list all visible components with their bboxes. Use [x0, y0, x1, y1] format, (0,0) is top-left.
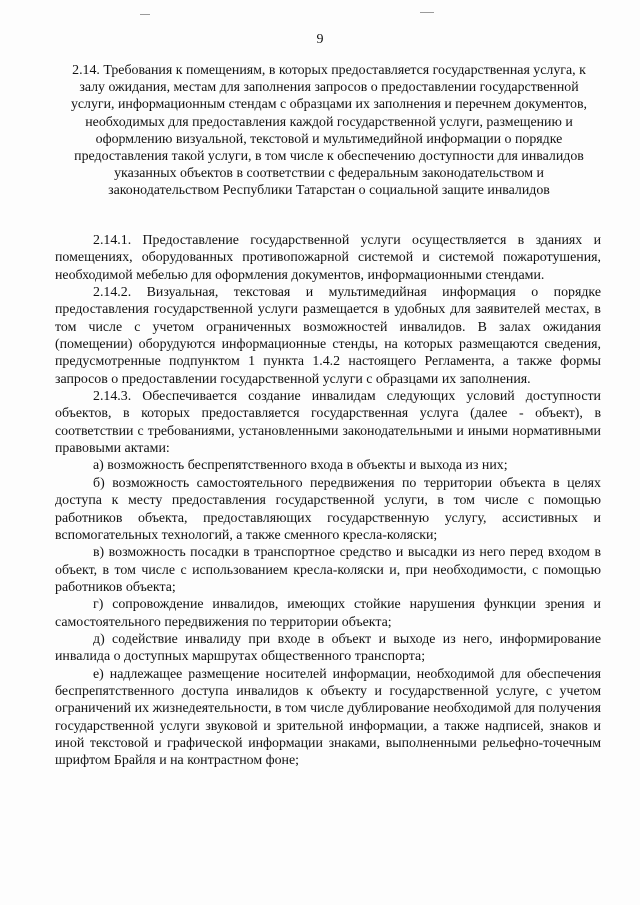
paragraph-2-14-2: 2.14.2. Визуальная, текстовая и мультимедийная информация о порядке предоставления государственной услуги размещается в удобных для заявителей местах, в том числе с учетом ограниченных возможностей инвалидов. В залах ожидания (помещении) оборудуются информационные стенды, на которых размещаются сведения, предусмотренные подпунктом 1 пункта 1.4.2 настоящего Регламента, а также формы запросов о предоставлении государственной услуги с образцами их заполнения.	[55, 285, 601, 387]
body-text	[55, 232, 601, 770]
list-item-d: д) содействие инвалиду при входе в объект и выходе из него, информирование инвалида о доступных маршрутах общественного транспорта;	[55, 631, 601, 665]
paragraph-2-14-1: 2.14.1. Предоставление государственной услуги осуществляется в зданиях и помещениях, оборудованных противопожарной системой и системой пожаротушения, необходимой мебелью для оформления документов, информационными стендами.	[55, 233, 601, 283]
scan-artifact	[140, 14, 150, 15]
section-heading: 2.14. Требования к помещениям, в которых предоставляется государственная услуга, к залу ожидания, местам для заполнения запросов о предоставлении государственной услуги, информационным стендам с образцами их заполнения и перечнем документов, необходимых для предоставления каждой государственной услуги, размещению и оформлению визуальной, текстовой и мультимедийной информации о порядке предоставления такой услуги, в том числе к обеспечению доступности для инвалидов указанных объектов в соответствии с федеральным законодательством и законодательством Республики Татарстан о социальной защите инвалидов	[70, 63, 588, 199]
scan-artifact	[420, 12, 434, 13]
list-item-v: в) возможность посадки в транспортное средство и высадки из него перед входом в объект, в том числе с использованием кресла-коляски и, при необходимости, с помощью работников объекта;	[55, 545, 601, 595]
list-item-g: г) сопровождение инвалидов, имеющих стойкие нарушения функции зрения и самостоятельного передвижения по территории объекта;	[55, 597, 601, 630]
paragraph-2-14-3: 2.14.3. Обеспечивается создание инвалидам следующих условий доступности объектов, в которых предоставляется государственная услуга (далее - объект), в соответствии с требованиями, установленными законодательными и иными нормативными правовыми актами:	[55, 389, 601, 457]
list-item-b: б) возможность самостоятельного передвижения по территории объекта в целях доступа к месту предоставления государственной услуги, в том числе с помощью работников объекта, предоставляющих государственную услугу, ассистивных и вспомогательных технологий, а также сменного кресла-коляски;	[55, 475, 601, 543]
page-number: 9	[316, 32, 324, 47]
list-item-a: а) возможность беспрепятственного входа в объекты и выхода из них;	[93, 458, 508, 474]
list-item-e: е) надлежащее размещение носителей информации, необходимой для обеспечения беспрепятственного доступа инвалидов к объекту и государственной услуге, с учетом ограничений их жизнедеятельности, в том числе дублирование необходимой для получения государственной услуги звуковой и зрительной информации, а также надписей, знаков и иной текстовой и графической информации знаками, выполненными рельефно-точечным шрифтом Брайля и на контрастном фоне;	[55, 666, 601, 769]
